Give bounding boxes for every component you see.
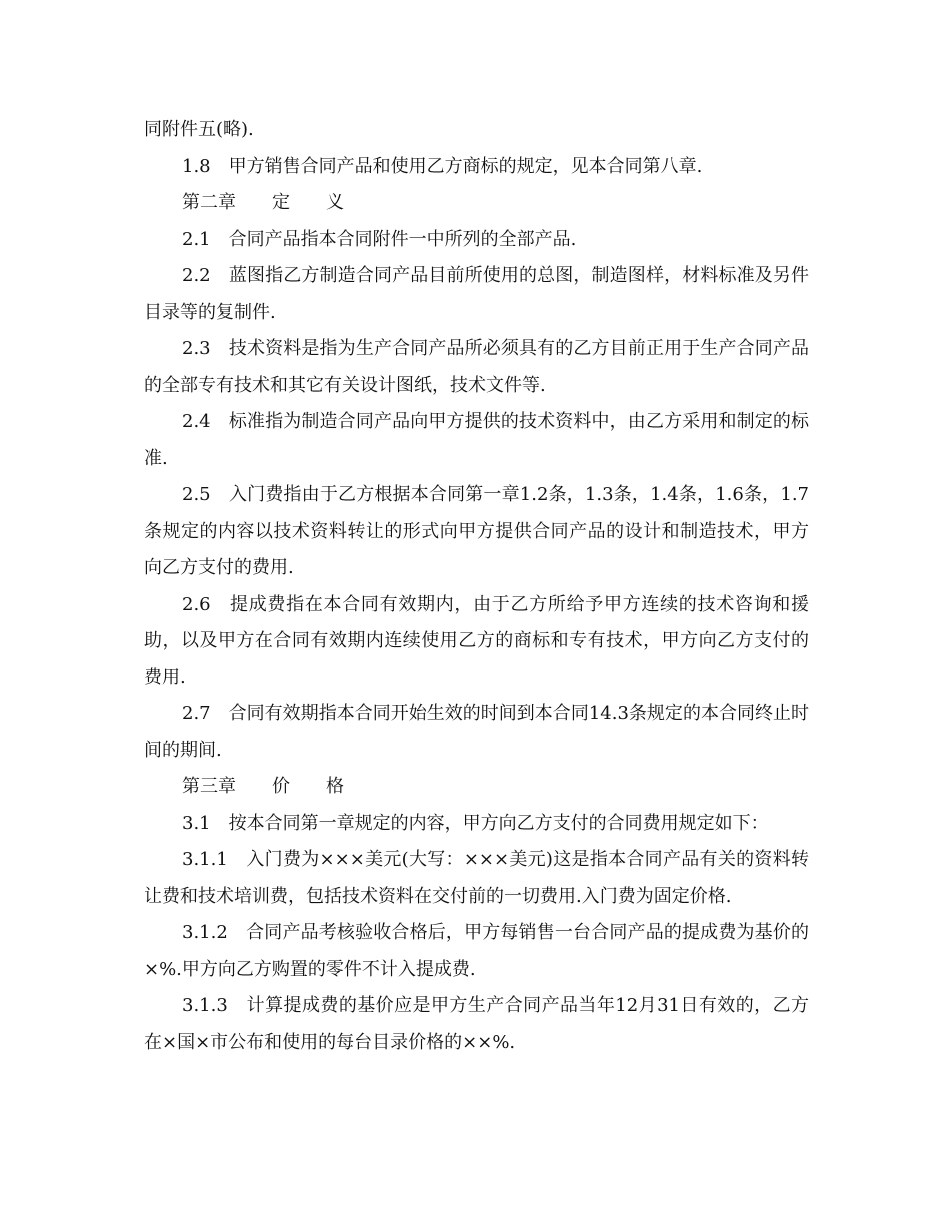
- continuation-text: 同附件五(略).: [144, 119, 254, 140]
- chapter-2-heading: 第二章 定 义: [182, 192, 344, 213]
- clause-2-2: 2.2 蓝图指乙方制造合同产品目前所使用的总图，制造图样，材料标准及另件目录等的复制件.: [144, 265, 809, 323]
- clause-3-1-3: 3.1.3 计算提成费的基价应是甲方生产合同产品当年12月31日有效的，乙方在×国×市公布和使用的每台目录价格的××%.: [144, 995, 809, 1053]
- clause-3-1: 3.1 按本合同第一章规定的内容，甲方向乙方支付的合同费用规定如下：: [182, 812, 769, 834]
- clause-2-4: 2.4 标准指为制造合同产品向甲方提供的技术资料中，由乙方采用和制定的标准.: [144, 411, 809, 469]
- clause-2-6: 2.6 提成费指在本合同有效期内，由于乙方所给予甲方连续的技术咨询和援助，以及甲方在合同有效期内连续使用乙方的商标和专有技术，甲方向乙方支付的费用.: [144, 593, 809, 688]
- chapter-3-heading: 第三章 价 格: [182, 776, 344, 797]
- clause-2-3: 2.3 技术资料是指为生产合同产品所必须具有的乙方目前正用于生产合同产品的全部专有技术和其它有关设计图纸，技术文件等.: [144, 338, 809, 396]
- clause-2-7: 2.7 合同有效期指本合同开始生效的时间到本合同14.3条规定的本合同终止时间的期间.: [144, 703, 809, 761]
- clause-1-8: 1.8 甲方销售合同产品和使用乙方商标的规定，见本合同第八章.: [182, 155, 703, 177]
- clause-3-1-2: 3.1.2 合同产品考核验收合格后，甲方每销售一台合同产品的提成费为基价的×%.甲方向乙方购置的零件不计入提成费.: [144, 922, 809, 980]
- clause-2-1: 2.1 合同产品指本合同附件一中所列的全部产品.: [182, 228, 577, 250]
- clause-2-5: 2.5 入门费指由于乙方根据本合同第一章1.2条，1.3条，1.4条，1.6条，1.7条规定的内容以技术资料转让的形式向甲方提供合同产品的设计和制造技术，甲方向乙方支付的费用.: [144, 484, 809, 578]
- clause-3-1-1: 3.1.1 入门费为×××美元(大写：×××美元)这是指本合同产品有关的资料转让费和技术培训费，包括技术资料在交付前的一切费用.入门费为固定价格.: [144, 849, 809, 907]
- document-body: [144, 112, 809, 1061]
